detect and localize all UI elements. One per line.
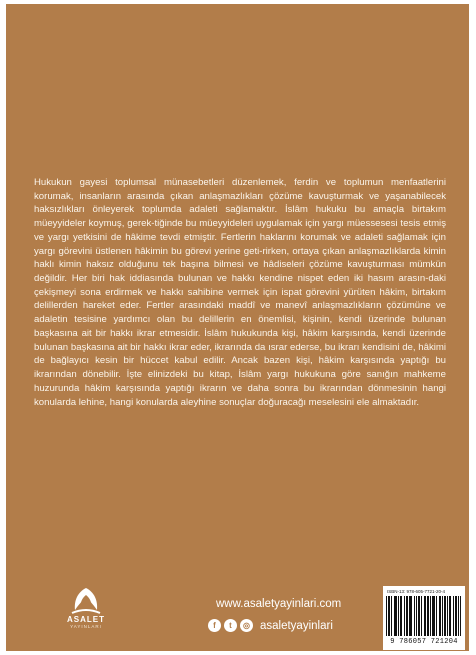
social-handle[interactable]: asaletyayinlari [260,619,333,632]
publisher-name: ASALET [67,615,105,624]
publisher-subtitle: YAYINLARI [70,624,102,629]
book-back-cover [6,4,469,651]
twitter-icon[interactable]: t [224,619,237,632]
isbn-number: ISBN-13: 978-605-7721-20-4 [387,589,446,594]
instagram-icon[interactable]: ◎ [240,619,253,632]
facebook-icon[interactable]: f [208,619,221,632]
asalet-emblem-icon [69,586,103,616]
barcode-icon [386,596,462,636]
blurb-text: Hukukun gayesi toplumsal münasebetleri düzenlemek, ferdin ve toplumun menfaatlerini korumak, insanların arasında çıkan anlaşmazlıkları çözüme kavuşturmak ve yaşanabilecek haksızlıkları önleyerek toplumda adaleti sağlamaktır. İslâm hukuku bu amaçla birtakım müeyyideler koymuş, gerek-tiğinde bu müeyyideleri uygulamak için yargı müessesesi tesis etmiş ve yargı yetkisini de hâkime tevdi etmiştir. Fertlerin haklarını korumak ve adaleti sağlamak için yargı görevini üstlenen hâkimin bu görevi yerine geti-rirken, ortaya çıkan anlaşmazlıklarda kimin haklı kimin haksız olduğunu tek başına bilmesi ve hâdiseleri çözüme kavuşturması mümkün değildir. Her biri hak iddiasında bulunan ve hakkı kendine nispet eden iki hasım arasın-daki çekişmeyi sona erdirmek ve hakkı sahibine vermek için ispat görevini yürüten hâkim, birtakım delillerden hareket eder. Fertler arasındaki maddî ve manevî anlaşmazlıkların çözümüne ve adaletin tesisine yardımcı olan bu delillerin en önemlisi, kişinin, kendi üzerinde bulunan başkasına ait bir hakkı ikrar etmesidir. İslâm hukukunda kişi, hâkim karşısında, kendi üzerinde bulunan başkasına ait bir hakkı ikrar eder, ikrarında da ısrar ederse, bu ikrarı kendisini de, hâkimi de bağlayıcı kesin bir hüccet kabul edilir. Ancak bazen kişi, hâkim karşısında yaptığı bu ikrarından dönebilir. İşte elinizdeki bu kitap, İslâm yargı hukukuna göre sanığın mahkeme huzurunda hâkim karşısında yaptığı ikrarın ve daha sonra bu ikrarından dönmesinin hangi konularda lehine, hangi konularda aleyhine sonuçlar doğuracağı meselesini ele almaktadır. [34,177,446,408]
publisher-logo [46,586,126,642]
barcode-digits: 9 786057 721204 [390,638,458,646]
publisher-website-link[interactable]: www.asaletyayinlari.com [216,598,342,610]
isbn-barcode [383,586,465,650]
social-media-row [208,619,333,632]
